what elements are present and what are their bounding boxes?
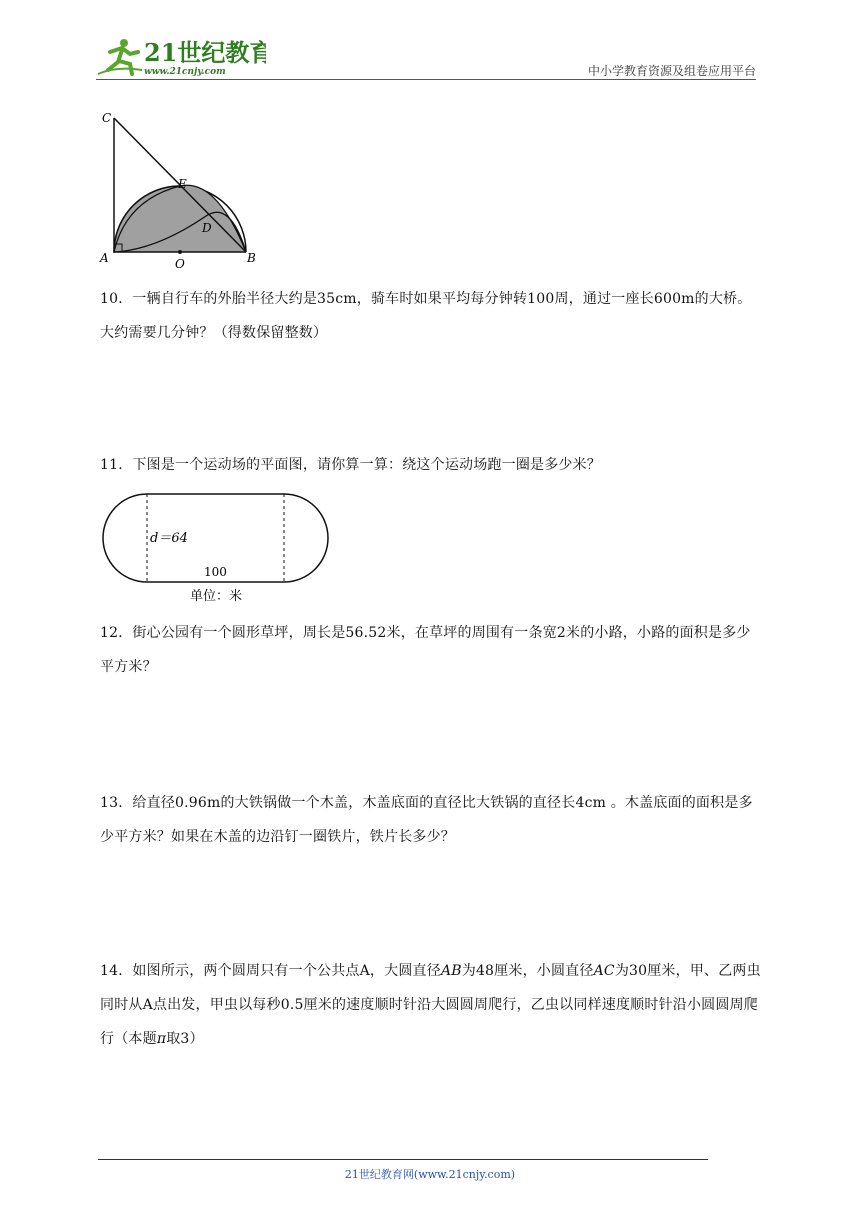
label-o: O — [175, 257, 185, 271]
question-14 — [100, 954, 764, 1056]
q14-part3: 为30厘米，甲、乙两虫同时从A点出发，甲虫以每秒0.5厘米的速度顺时针沿大圆圆周爬行，乙虫以同样速度顺时针沿小圆圆周爬行（本题 — [100, 963, 761, 1047]
question-10: 10．一辆自行车的外胎半径大约是35cm，骑车时如果平均每分钟转100周，通过一座长600m的大桥。大约需要几分钟？（得数保留整数） — [100, 291, 752, 341]
q14-part1: 14．如图所示，两个圆周只有一个公共点A，大圆直径 — [100, 963, 441, 979]
label-b: B — [247, 251, 256, 265]
triangle-semicircle-figure — [96, 104, 266, 274]
label-c: C — [102, 111, 112, 125]
track-figure — [98, 488, 338, 608]
logo-text: 21世纪教育 — [144, 38, 266, 67]
runner-logo-icon — [98, 39, 142, 74]
q14-ac: AC — [593, 963, 615, 979]
header-divider — [96, 79, 756, 80]
logo-url: www.21cnjy.com — [144, 67, 226, 77]
q14-part2: 为48厘米，小圆直径 — [461, 963, 594, 979]
question-12: 12．街心公园有一个圆形草坪，周长是56.52米，在草坪的周围有一条宽2米的小路，小路的面积是多少平方米？ — [100, 625, 751, 675]
label-a: A — [100, 251, 109, 265]
label-e: E — [178, 177, 187, 191]
platform-title: 中小学教育资源及组卷应用平台 — [587, 64, 756, 78]
q14-ab: AB — [440, 963, 462, 979]
track-diameter-label: d＝64 — [150, 531, 188, 546]
footer-divider — [98, 1159, 708, 1160]
track-unit-label: 单位：米 — [190, 589, 243, 604]
question-11: 11．下图是一个运动场的平面图，请你算一算：绕这个运动场跑一圈是多少米？ — [100, 457, 602, 473]
site-logo — [96, 36, 266, 80]
track-length-label: 100 — [204, 565, 227, 579]
label-d: D — [202, 221, 212, 235]
q14-part4: 取3） — [166, 1031, 204, 1047]
footer-link[interactable]: 21世纪教育网(www.21cnjy.com) — [344, 1168, 516, 1181]
question-13: 13．给直径0.96m的大铁锅做一个木盖，木盖底面的直径比大铁锅的直径长4cm 。木盖底面的面积是多少平方米？如果在木盖的边沿钉一圈铁片，铁片长多少？ — [100, 795, 753, 845]
q14-pi: π — [156, 1031, 167, 1047]
